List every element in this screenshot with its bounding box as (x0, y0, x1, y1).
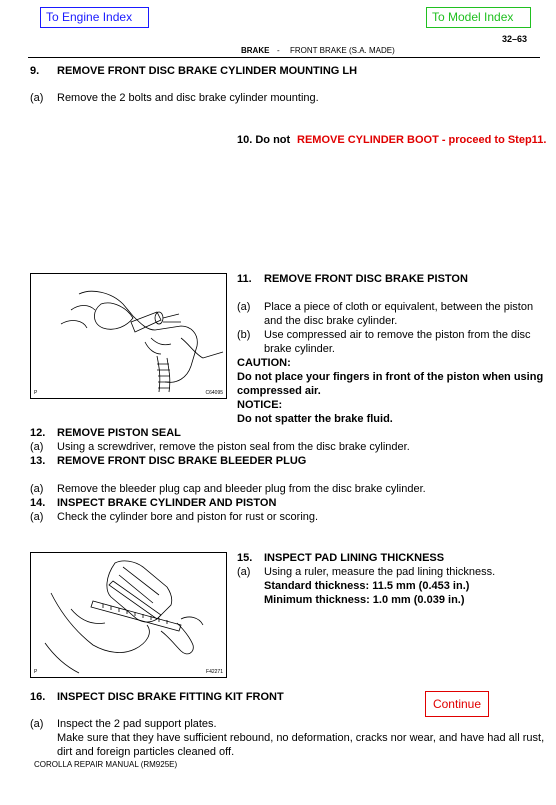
step-14-title: INSPECT BRAKE CYLINDER AND PISTON (57, 497, 277, 509)
step-15-number: 15. (237, 552, 253, 564)
caution-line2: compressed air. (237, 385, 321, 397)
step-16a-line3: dirt and foreign particles cleaned off. (57, 746, 235, 758)
step-12-title: REMOVE PISTON SEAL (57, 427, 181, 439)
step-16-number: 16. (30, 691, 46, 703)
footer-manual: COROLLA REPAIR MANUAL (RM925E) (34, 760, 178, 769)
page-number: 32–63 (502, 34, 528, 44)
standard-thickness: Standard thickness: 11.5 mm (0.453 in.) (264, 580, 470, 592)
step-14a-text: Check the cylinder bore and piston for rust or scoring. (57, 511, 319, 523)
step-11b-label: (b) (237, 329, 251, 341)
step-16-title: INSPECT DISC BRAKE FITTING KIT FRONT (57, 691, 284, 703)
step-9a-text: Remove the 2 bolts and disc brake cylinder mounting. (57, 92, 319, 104)
caution-line1: Do not place your fingers in front of the piston when using (237, 371, 544, 383)
step-16a-line2: Make sure that they have sufficient rebound, no deformation, cracks nor wear, and have had all rust, (57, 732, 545, 744)
step-9-number: 9. (30, 65, 40, 77)
step-11b-line1: Use compressed air to remove the piston from the disc (264, 329, 531, 341)
step-15a-text: Using a ruler, measure the pad lining thickness. (264, 566, 496, 578)
step-14-number: 14. (30, 497, 46, 509)
engine-index-button[interactable]: To Engine Index (40, 7, 149, 28)
header-rule (28, 57, 540, 58)
notice-text: Do not spatter the brake fluid. (237, 413, 393, 425)
figure-piston-removal (30, 273, 227, 399)
step-13-number: 13. (30, 455, 46, 467)
step-14a-label: (a) (30, 511, 44, 523)
figure-2-corner-label: P (34, 669, 38, 675)
step-9-title: REMOVE FRONT DISC BRAKE CYLINDER MOUNTING LH (57, 65, 358, 77)
section-dash: - (277, 46, 280, 55)
continue-button[interactable]: Continue (425, 691, 489, 717)
model-index-button[interactable]: To Model Index (426, 7, 531, 28)
step-11b-line2: brake cylinder. (264, 343, 335, 355)
subsection-title: FRONT BRAKE (S.A. MADE) (290, 46, 395, 55)
step-11a-label: (a) (237, 301, 251, 313)
minimum-thickness: Minimum thickness: 1.0 mm (0.039 in.) (264, 594, 465, 606)
step-16a-line1: Inspect the 2 pad support plates. (57, 718, 217, 730)
step-9a-label: (a) (30, 92, 44, 104)
notice-label: NOTICE: (237, 399, 283, 411)
step-11-number: 11. (237, 273, 252, 285)
figure-1-code: C64095 (205, 390, 223, 396)
figure-2-code: F42271 (206, 669, 223, 675)
step-12a-label: (a) (30, 441, 44, 453)
step-10-red-text: REMOVE CYLINDER BOOT - proceed to Step11. (297, 134, 547, 146)
step-13-title: REMOVE FRONT DISC BRAKE BLEEDER PLUG (57, 455, 307, 467)
step-10-prefix: 10. Do not (237, 134, 291, 146)
figure-1-corner-label: P (34, 390, 38, 396)
piston-removal-illustration (31, 274, 226, 398)
step-11a-line2: and the disc brake cylinder. (264, 315, 398, 327)
step-13a-text: Remove the bleeder plug cap and bleeder plug from the disc brake cylinder. (57, 483, 426, 495)
caution-label: CAUTION: (237, 357, 291, 369)
step-15a-label: (a) (237, 566, 251, 578)
step-16a-label: (a) (30, 718, 44, 730)
pad-measurement-illustration (31, 553, 226, 677)
step-15-title: INSPECT PAD LINING THICKNESS (264, 552, 445, 564)
step-11a-line1: Place a piece of cloth or equivalent, between the piston (264, 301, 534, 313)
step-12a-text: Using a screwdriver, remove the piston seal from the disc brake cylinder. (57, 441, 410, 453)
figure-pad-measurement (30, 552, 227, 678)
step-12-number: 12. (30, 427, 46, 439)
step-13a-label: (a) (30, 483, 44, 495)
step-11-title: REMOVE FRONT DISC BRAKE PISTON (264, 273, 468, 285)
section-title: BRAKE (241, 46, 270, 55)
